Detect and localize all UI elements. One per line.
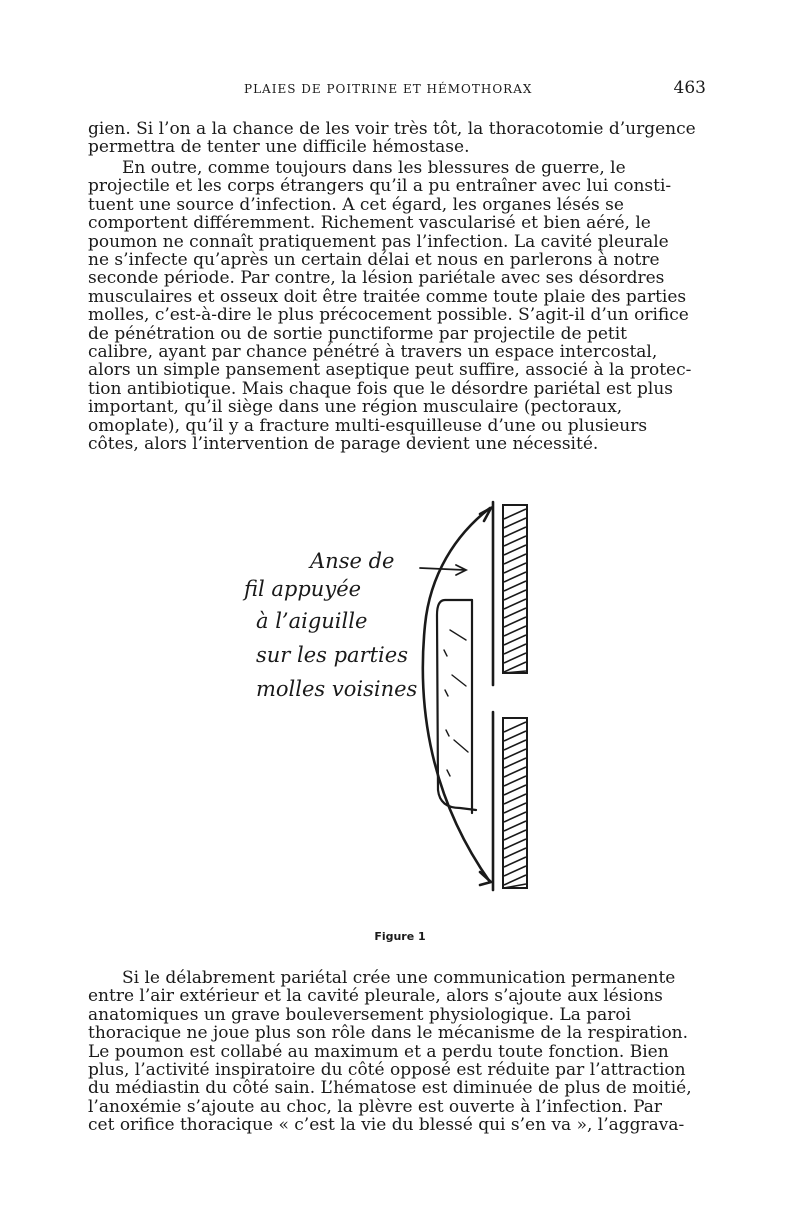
text-line: Si le délabrement pariétal crée une communication permanente — [122, 968, 676, 988]
figure-1 — [240, 490, 570, 910]
needle-path — [437, 600, 476, 810]
text-line: thoracique ne joue plus son rôle dans le mécanisme de la respiration. — [88, 1023, 689, 1044]
hatch-line — [504, 653, 526, 663]
hatch-line — [504, 794, 526, 804]
hatch-line — [504, 749, 526, 759]
figure-caption: Figure 1 — [374, 930, 426, 943]
text-line: côtes, alors l’intervention de parage devient une nécessité. — [88, 434, 599, 455]
text-line: seconde période. Par contre, la lésion pariétale avec ses désordres — [88, 268, 665, 289]
hatch-line — [504, 857, 526, 867]
hatch-line — [504, 554, 526, 564]
hatch-line — [504, 536, 526, 546]
text-line: gien. Si l’on a la chance de les voir très tôt, la thoracotomie d’urgence — [88, 119, 696, 139]
annotation-line: à l’aiguille — [256, 609, 368, 633]
arrow-head-top — [480, 508, 491, 521]
text-line: poumon ne connaît pratiquement pas l’infection. La cavité pleurale — [88, 231, 669, 252]
annotation-line: molles voisines — [256, 677, 418, 701]
hatch-line — [504, 803, 526, 813]
hatch-line — [504, 608, 526, 618]
text-line: calibre, ayant par chance pénétré à travers un espace intercostal, — [88, 342, 658, 363]
rib-hatching — [504, 509, 526, 888]
text-line: de pénétration ou de sortie punctiforme par projectile de petit — [88, 323, 628, 344]
hatch-line — [504, 785, 526, 795]
text-line: alors un simple pansement aseptique peut suffire, associé à la protec- — [88, 360, 692, 381]
text-line: musculaires et osseux doit être traitée comme toute plaie des parties — [88, 286, 687, 307]
paragraph-2 — [88, 159, 706, 454]
hatch-line — [504, 527, 526, 537]
text-line: permettra de tenter une difficile hémostase. — [88, 137, 470, 158]
hatch-line — [504, 518, 526, 528]
hatch-line — [504, 599, 526, 609]
text-line: du médiastin du côté sain. L’hématose est diminuée de plus de moitié, — [88, 1078, 692, 1099]
hatch-line — [504, 590, 526, 600]
text-line: tuent une source d’infection. A cet égard, les organes lésés se — [88, 194, 624, 215]
hatch-line — [504, 731, 526, 741]
text-line: projectile et les corps étrangers qu’il a pu entraîner avec lui consti- — [88, 176, 672, 197]
hatch-line — [504, 848, 526, 858]
annotation-line: sur les parties — [256, 643, 408, 667]
text-line: anatomiques un grave bouleversement physiologique. La paroi — [88, 1004, 632, 1025]
hatch-line — [504, 767, 526, 777]
text-line: plus, l’activité inspiratoire du côté opposé est réduite par l’attraction — [88, 1060, 686, 1081]
thread-loop — [423, 508, 490, 882]
annotation-line: fil appuyée — [244, 577, 362, 601]
hatch-line — [504, 572, 526, 582]
text-line: omoplate), qu’il y a fracture multi-esquilleuse d’une ou plusieurs — [88, 415, 648, 436]
hatch-line — [504, 563, 526, 573]
text-line: Le poumon est collabé au maximum et a perdu toute fonction. Bien — [88, 1041, 669, 1062]
text-line: important, qu’il siège dans une région musculaire (pectoraux, — [88, 397, 623, 418]
hatch-line — [504, 644, 526, 654]
text-line: cet orifice thoracique « c’est la vie du blessé qui s’en va », l’aggrava- — [88, 1115, 685, 1136]
text-line: l’anoxémie s’ajoute au choc, la plèvre est ouverte à l’infection. Par — [88, 1096, 663, 1117]
hatch-line — [504, 626, 526, 636]
paragraph-1 — [88, 120, 706, 157]
text-line: comportent différemment. Richement vascularisé et bien aéré, le — [88, 213, 651, 234]
text-line: molles, c’est-à-dire le plus précocement possible. S’agit-il d’un orifice — [88, 305, 689, 326]
hatch-line — [504, 830, 526, 840]
hatch-line — [504, 821, 526, 831]
hatch-line — [504, 635, 526, 645]
hatch-line — [504, 740, 526, 750]
hatch-line — [504, 776, 526, 786]
hatch-line — [504, 812, 526, 822]
text-line: ne s’infecte qu’après un certain délai et nous en parlerons à notre — [88, 250, 660, 271]
text-line: En outre, comme toujours dans les blessures de guerre, le — [122, 158, 626, 178]
hatch-line — [504, 545, 526, 555]
paragraph-3 — [88, 969, 706, 1135]
suture-diagram — [240, 490, 570, 910]
hatch-line — [504, 875, 526, 885]
hatch-line — [504, 839, 526, 849]
text-line: tion antibiotique. Mais chaque fois que le désordre pariétal est plus — [88, 378, 673, 399]
annotation-line: Anse de — [310, 549, 395, 573]
hatch-line — [504, 581, 526, 591]
hatch-line — [504, 617, 526, 627]
running-header — [244, 78, 706, 102]
hatch-line — [504, 758, 526, 768]
annotation-arrow — [420, 568, 465, 570]
hatch-line — [504, 722, 526, 732]
hatch-line — [504, 509, 526, 519]
running-title: PLAIES DE POITRINE ET HÉMOTHORAX — [244, 82, 533, 96]
page-number: 463 — [673, 78, 706, 98]
hatch-line — [504, 866, 526, 876]
text-line: entre l’air extérieur et la cavité pleurale, alors s’ajoute aux lésions — [88, 986, 663, 1007]
